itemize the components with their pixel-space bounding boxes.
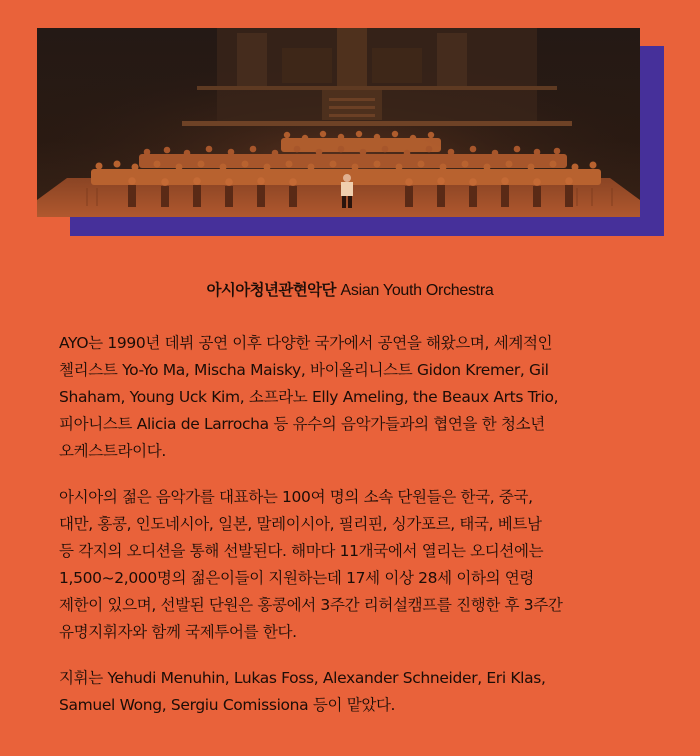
text-line: 1,500~2,000명의 젊은이들이 지원하는데 17세 이상 28세 이하의 연령 xyxy=(59,569,535,587)
paragraph-conductors xyxy=(59,665,647,719)
paragraph-members xyxy=(59,484,647,646)
text-line: Samuel Wong, Sergiu Comissiona 등이 맡았다. xyxy=(59,696,396,714)
text-line: 아시아의 젊은 음악가를 대표하는 100여 명의 소속 단원들은 한국, 중국, xyxy=(59,488,533,506)
orchestra-photo xyxy=(37,28,640,217)
text-line: 대만, 홍콩, 인도네시아, 일본, 말레이시아, 필리핀, 싱가포르, 태국, 베트남 xyxy=(59,515,542,533)
text-line: 첼리스트 Yo-Yo Ma, Mischa Maisky, 바이올리니스트 Gidon Kremer, Gil xyxy=(59,361,549,379)
paragraph-history xyxy=(59,330,647,465)
text-line: 지휘는 Yehudi Menuhin, Lukas Foss, Alexander Schneider, Eri Klas, xyxy=(59,669,546,687)
text-line: Shaham, Young Uck Kim, 소프라노 Elly Ameling, the Beaux Arts Trio, xyxy=(59,388,559,406)
text-line: 등 각지의 오디션을 통해 선발된다. 해마다 11개국에서 열리는 오디션에는 xyxy=(59,542,544,560)
text-line: AYO는 1990년 데뷔 공연 이후 다양한 국가에서 공연을 해왔으며, 세계적인 xyxy=(59,334,553,352)
text-line: 제한이 있으며, 선발된 단원은 홍콩에서 3주간 리허설캠프를 진행한 후 3주간 xyxy=(59,596,563,614)
photo-caption xyxy=(0,279,700,302)
text-line: 피아니스트 Alicia de Larrocha 등 유수의 음악가들과의 협연을 한 청소년 xyxy=(59,415,545,433)
text-line: 유명지휘자와 함께 국제투어를 한다. xyxy=(59,623,297,641)
text-line: 오케스트라이다. xyxy=(59,442,166,460)
article-body xyxy=(59,330,647,738)
caption-english-name: Asian Youth Orchestra xyxy=(340,282,494,299)
orchestra-photo-illustration xyxy=(37,28,640,217)
caption-korean-name: 아시아청년관현악단 xyxy=(206,281,336,299)
